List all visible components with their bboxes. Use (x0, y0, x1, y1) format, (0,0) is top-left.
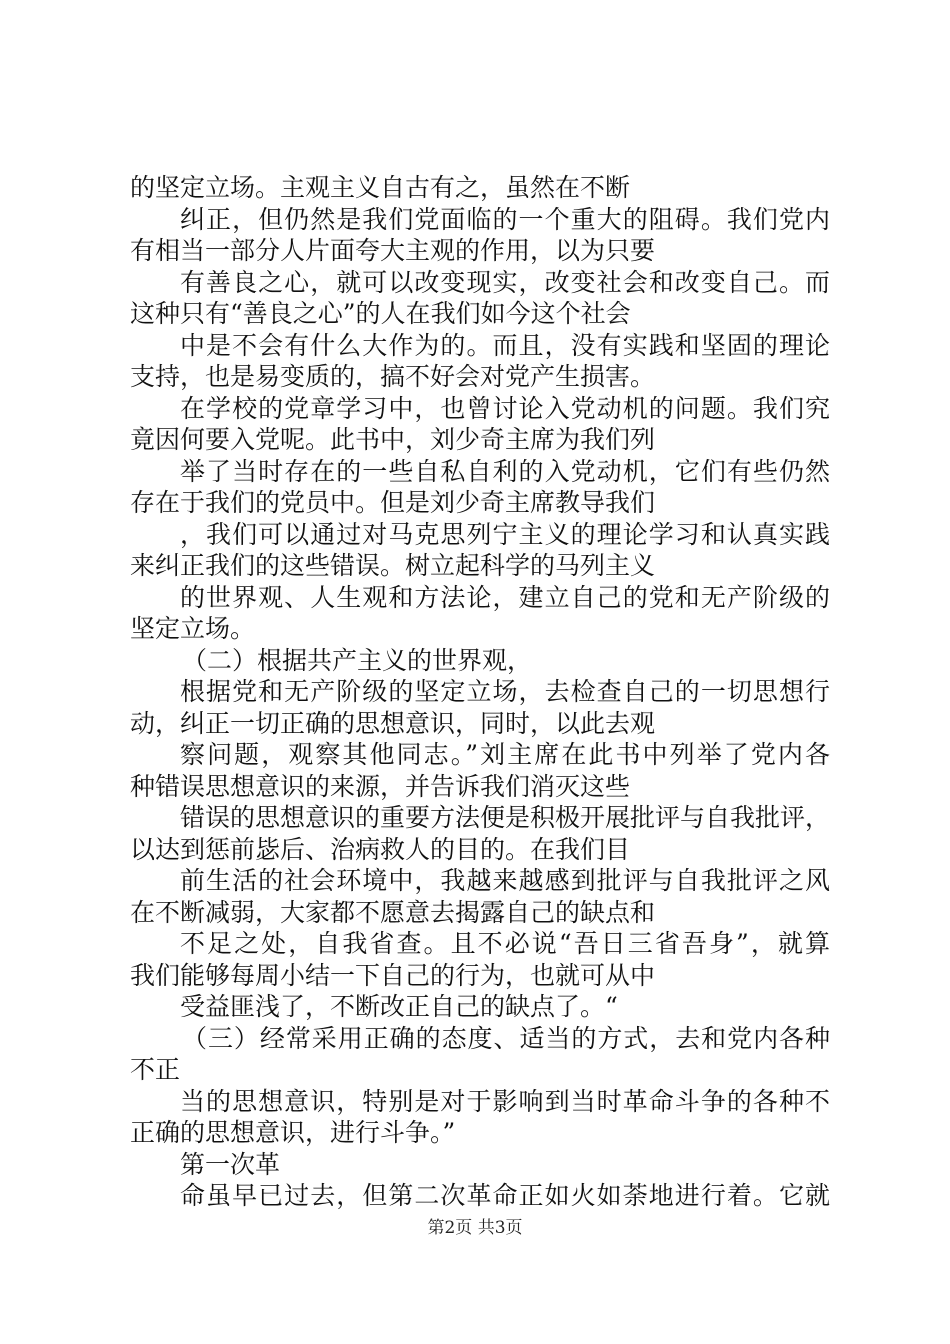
text-line: 错误的思想意识的重要方法便是积极开展批评与自我批评， (180, 803, 830, 832)
text-line: 种错误思想意识的来源，并告诉我们消灭这些 (130, 771, 631, 801)
text-line: 受益匪浅了，不断改正自己的缺点了。“ (180, 992, 618, 1021)
section-heading: （二）根据共产主义的世界观， (182, 645, 533, 675)
text-line: 不足之处，自我省查。且不必说“吾日三省吾身”，就算 (180, 929, 830, 958)
text-line: 以达到惩前毖后、治病救人的目的。在我们目 (130, 834, 631, 864)
text-line: 竟因何要入党呢。此书中，刘少奇主席为我们列 (130, 425, 656, 454)
section-heading: （三）经常采用正确的态度、适当的方式，去和党内各种 (182, 1023, 830, 1053)
text-line: 纠正，但仍然是我们党面临的一个重大的阻碍。我们党内 (180, 204, 830, 234)
text-line: 有善良之心，就可以改变现实，改变社会和改变自己。而 (180, 267, 830, 297)
text-line: 坚定立场。 (130, 614, 256, 643)
text-line: 中是不会有什么大作为的。而且，没有实践和坚固的理论 (180, 330, 830, 360)
text-line: 正确的思想意识，进行斗争。” (130, 1118, 456, 1147)
text-line: 有相当一部分人片面夸大主观的作用，以为只要 (130, 236, 656, 265)
text-line: 来纠正我们的这些错误。树立起科学的马列主义 (130, 551, 656, 580)
text-line: 不正 (130, 1055, 181, 1084)
text-line: 动，纠正一切正确的思想意识，同时，以此去观 (130, 708, 656, 738)
text-line: 的世界观、人生观和方法论，建立自己的党和无产阶级的 (180, 582, 830, 612)
text-line: 在不断减弱，大家都不愿意去揭露自己的缺点和 (130, 897, 656, 927)
text-line: 我们能够每周小结一下自己的行为，也就可从中 (130, 960, 656, 990)
text-line: 前生活的社会环境中，我越来越感到批评与自我批评之风 (180, 866, 830, 895)
text-line: 的坚定立场。主观主义自古有之，虽然在不断 (130, 173, 631, 202)
text-line: 根据党和无产阶级的坚定立场，去检查自己的一切思想行 (180, 677, 830, 706)
page-number-footer: 第2页 共3页 (427, 1218, 523, 1238)
document-body (130, 172, 830, 1212)
text-line: 当的思想意识，特别是对于影响到当时革命斗争的各种不 (180, 1086, 830, 1116)
text-line: 这种只有“善良之心”的人在我们如今这个社会 (130, 299, 631, 328)
text-line: 支持，也是易变质的，搞不好会对党产生损害。 (130, 362, 656, 391)
text-line: 举了当时存在的一些自私自利的入党动机，它们有些仍然 (180, 456, 830, 486)
text-line: 存在于我们的党员中。但是刘少奇主席教导我们 (130, 488, 656, 517)
text-line: 在学校的党章学习中，也曾讨论入党动机的问题。我们究 (180, 393, 830, 423)
text-line: 察问题，观察其他同志。”刘主席在此书中列举了党内各 (180, 740, 830, 769)
text-line: 命虽早已过去，但第二次革命正如火如荼地进行着。它就 (180, 1181, 830, 1210)
text-line: ，我们可以通过对马克思列宁主义的理论学习和认真实践 (180, 519, 830, 549)
text-line: 第一次革 (180, 1149, 281, 1179)
